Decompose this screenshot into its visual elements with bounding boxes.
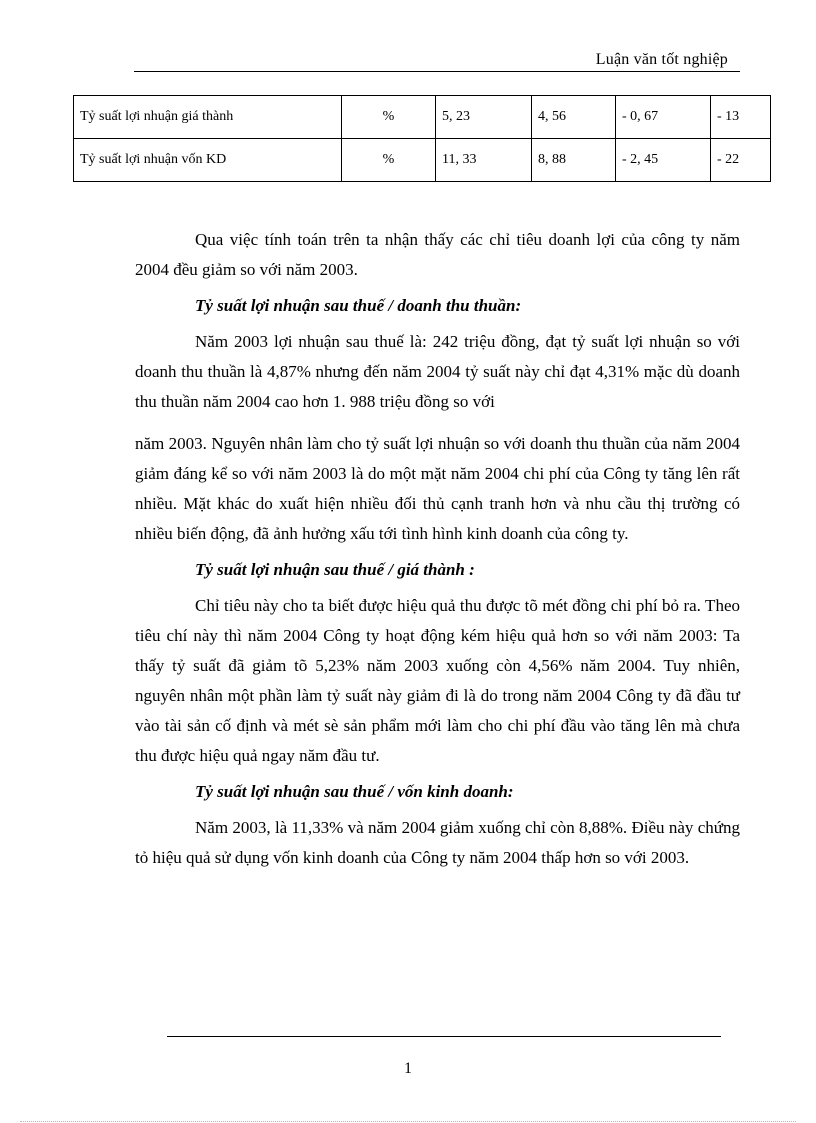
value-cell: 8, 88 xyxy=(532,139,616,182)
profitability-table xyxy=(73,95,771,182)
paragraph: Năm 2003, là 11,33% và năm 2004 giảm xuống chỉ còn 8,88%. Điều này chứng tỏ hiệu quả sử dụng vốn kinh doanh của Công ty năm 2004 thấp hơn so với 2003. xyxy=(135,818,740,867)
section-heading: Tỷ suất lợi nhuận sau thuế / giá thành : xyxy=(195,560,475,579)
paragraph: Qua việc tính toán trên ta nhận thấy các chỉ tiêu doanh lợi của công ty năm 2004 đều giảm so với năm 2003. xyxy=(135,230,740,279)
value-cell: - 0, 67 xyxy=(616,96,711,139)
footer-rule xyxy=(167,1036,721,1037)
document-body xyxy=(135,225,740,873)
paragraph: Năm 2003 lợi nhuận sau thuế là: 242 triệu đồng, đạt tỷ suất lợi nhuận so với doanh thu thuần là 4,87% nhưng đến năm 2004 tỷ suất này chỉ đạt 4,31% mặc dù doanh thu thuần năm 2004 cao hơn 1. 988 triệu đồng so với xyxy=(135,332,740,411)
value-cell: - 22 xyxy=(711,139,771,182)
running-header-title: Luận văn tốt nghiệp xyxy=(595,51,728,68)
value-cell: - 13 xyxy=(711,96,771,139)
table-row xyxy=(74,96,771,139)
value-cell: 4, 56 xyxy=(532,96,616,139)
paragraph: Chỉ tiêu này cho ta biết được hiệu quả thu được tõ mét đồng chi phí bỏ ra. Theo tiêu chí này thì năm 2004 Công ty hoạt động kém hiệu quả hơn so với năm 2003: Ta thấy tỷ suất đã giảm tõ 5,23% năm 2003 xuống còn 4,56% năm 2004. Tuy nhiên, nguyên nhân một phần làm tỷ suất này giảm đi là do trong năm 2004 Công ty đã đầu tư vào tài sản cố định và mét sè sản phẩm mới làm cho chi phí đầu vào tăng lên mà chưa thu được hiệu quả ngay năm đầu tư. xyxy=(135,596,740,765)
value-cell: 11, 33 xyxy=(436,139,532,182)
section-heading: Tỷ suất lợi nhuận sau thuế / doanh thu thuần: xyxy=(195,296,522,315)
unit-cell: % xyxy=(342,96,436,139)
page-edge-divider xyxy=(20,1121,796,1122)
table-row xyxy=(74,139,771,182)
page-number: 1 xyxy=(404,1060,412,1077)
paragraph: năm 2003. Nguyên nhân làm cho tỷ suất lợi nhuận so với doanh thu thuần của năm 2004 giảm đáng kể so với năm 2003 là do một mặt năm 2004 chi phí của Công ty tăng lên rất nhiều. Mặt khác do xuất hiện nhiều đối thủ cạnh tranh hơn và nhu cầu thị trường có nhiều biến động, đã ảnh hưởng xấu tới tình hình kinh doanh của công ty. xyxy=(135,434,740,543)
unit-cell: % xyxy=(342,139,436,182)
value-cell: - 2, 45 xyxy=(616,139,711,182)
value-cell: 5, 23 xyxy=(436,96,532,139)
section-heading: Tỷ suất lợi nhuận sau thuế / vốn kinh doanh: xyxy=(195,782,514,801)
header-rule xyxy=(134,71,740,72)
row-label: Tỷ suất lợi nhuận giá thành xyxy=(74,96,342,139)
row-label: Tỷ suất lợi nhuận vốn KD xyxy=(74,139,342,182)
